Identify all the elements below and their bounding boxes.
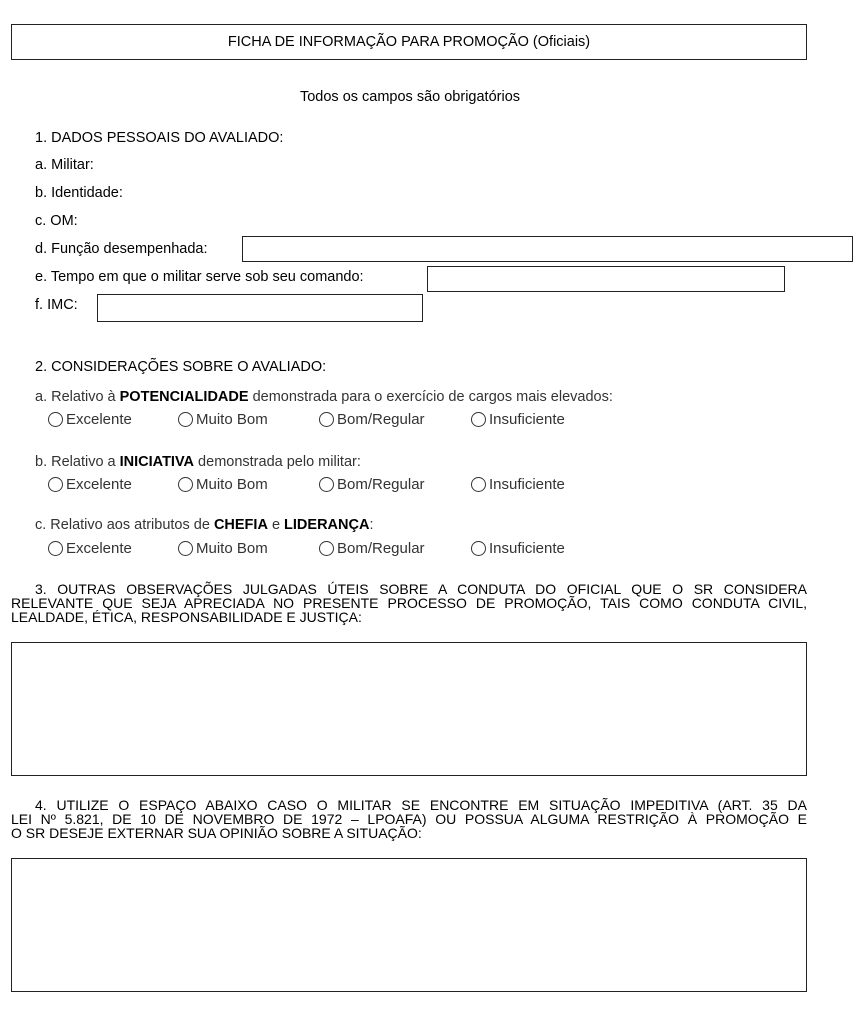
- radio-option[interactable]: [178, 411, 268, 428]
- question-iniciativa: [35, 454, 361, 470]
- form-subtitle: Todos os campos são obrigatórios: [299, 89, 521, 105]
- form-title: FICHA DE INFORMAÇÃO PARA PROMOÇÃO (Oficiais): [11, 24, 807, 60]
- funcao-label: d. Função desempenhada:: [35, 241, 208, 257]
- radio-option[interactable]: [178, 540, 268, 557]
- radio-label: Insuficiente: [489, 540, 565, 557]
- radio-circle-icon[interactable]: [48, 541, 63, 556]
- qb-bold: INICIATIVA: [119, 454, 195, 470]
- qb-post: demonstrada pelo militar:: [194, 454, 361, 470]
- radio-circle-icon[interactable]: [319, 412, 334, 427]
- section4-text: [11, 798, 807, 840]
- radio-option[interactable]: [48, 411, 132, 428]
- qc-bold1: CHEFIA: [213, 517, 268, 533]
- section3-line2: RELEVANTE QUE SEJA APRECIADA NO PRESENTE PROCESSO DE PROMOÇÃO, TAIS COMO CONDUTA CIVIL,: [11, 595, 807, 611]
- radio-label: Insuficiente: [489, 476, 565, 493]
- section1-heading: 1. DADOS PESSOAIS DO AVALIADO:: [35, 130, 284, 146]
- question-chefia-lideranca: [35, 517, 373, 533]
- radio-label: Muito Bom: [196, 411, 268, 428]
- qa-pre: a. Relativo à: [35, 389, 120, 405]
- radio-label: Bom/Regular: [337, 411, 425, 428]
- radio-option[interactable]: [471, 540, 565, 557]
- radio-option[interactable]: [48, 476, 132, 493]
- imc-label: f. IMC:: [35, 297, 78, 313]
- radio-label: Bom/Regular: [337, 476, 425, 493]
- radio-option[interactable]: [178, 476, 268, 493]
- tempo-label: e. Tempo em que o militar serve sob seu comando:: [35, 269, 364, 285]
- radio-circle-icon[interactable]: [471, 541, 486, 556]
- radio-circle-icon[interactable]: [471, 477, 486, 492]
- radio-option[interactable]: [319, 411, 425, 428]
- section4-line3: O SR DESEJE EXTERNAR SUA OPINIÃO SOBRE A SITUAÇÃO:: [11, 825, 422, 841]
- qc-bold2: LIDERANÇA: [284, 517, 370, 533]
- radio-option[interactable]: [471, 476, 565, 493]
- qa-bold: POTENCIALIDADE: [119, 389, 249, 405]
- section2-heading: 2. CONSIDERAÇÕES SOBRE O AVALIADO:: [35, 359, 327, 375]
- radio-circle-icon[interactable]: [178, 477, 193, 492]
- section4-line1: 4. UTILIZE O ESPAÇO ABAIXO CASO O MILITAR SE ENCONTRE EM SITUAÇÃO IMPEDITIVA (ART. 35 DA: [35, 797, 807, 813]
- section3-text: [11, 582, 807, 624]
- radio-option[interactable]: [48, 540, 132, 557]
- radio-circle-icon[interactable]: [471, 412, 486, 427]
- radio-label: Bom/Regular: [337, 540, 425, 557]
- section4-line2: LEI Nº 5.821, DE 10 DE NOVEMBRO DE 1972 – LPOAFA) OU POSSUA ALGUMA RESTRIÇÃO À PROMOÇÃO E: [11, 811, 807, 827]
- section4-opinion-textarea[interactable]: [11, 858, 807, 992]
- radio-circle-icon[interactable]: [178, 412, 193, 427]
- section3-line3: LEALDADE, ÉTICA, RESPONSABILIDADE E JUSTIÇA:: [11, 609, 362, 625]
- radio-circle-icon[interactable]: [48, 412, 63, 427]
- section3-line1: 3. OUTRAS OBSERVAÇÕES JULGADAS ÚTEIS SOBRE A CONDUTA DO OFICIAL QUE O SR CONSIDERA: [35, 581, 807, 597]
- radio-option[interactable]: [319, 540, 425, 557]
- radio-circle-icon[interactable]: [319, 541, 334, 556]
- radio-label: Muito Bom: [196, 540, 268, 557]
- funcao-field[interactable]: [242, 236, 853, 262]
- radio-label: Excelente: [66, 476, 132, 493]
- radio-circle-icon[interactable]: [178, 541, 193, 556]
- radio-circle-icon[interactable]: [48, 477, 63, 492]
- qc-pre: c. Relativo aos atributos de: [35, 517, 214, 533]
- om-label: c. OM:: [35, 213, 78, 229]
- qb-pre: b. Relativo a: [35, 454, 120, 470]
- radio-label: Excelente: [66, 411, 132, 428]
- imc-field[interactable]: [97, 294, 423, 322]
- radio-label: Excelente: [66, 540, 132, 557]
- radio-circle-icon[interactable]: [319, 477, 334, 492]
- radio-label: Insuficiente: [489, 411, 565, 428]
- identidade-label: b. Identidade:: [35, 185, 123, 201]
- tempo-field[interactable]: [427, 266, 785, 292]
- militar-label: a. Militar:: [35, 157, 94, 173]
- qc-mid: e: [267, 517, 285, 533]
- question-potencialidade: [35, 389, 613, 405]
- qa-post: demonstrada para o exercício de cargos mais elevados:: [248, 389, 613, 405]
- section3-observations-textarea[interactable]: [11, 642, 807, 776]
- qc-post: :: [369, 517, 374, 533]
- radio-option[interactable]: [471, 411, 565, 428]
- radio-option[interactable]: [319, 476, 425, 493]
- radio-label: Muito Bom: [196, 476, 268, 493]
